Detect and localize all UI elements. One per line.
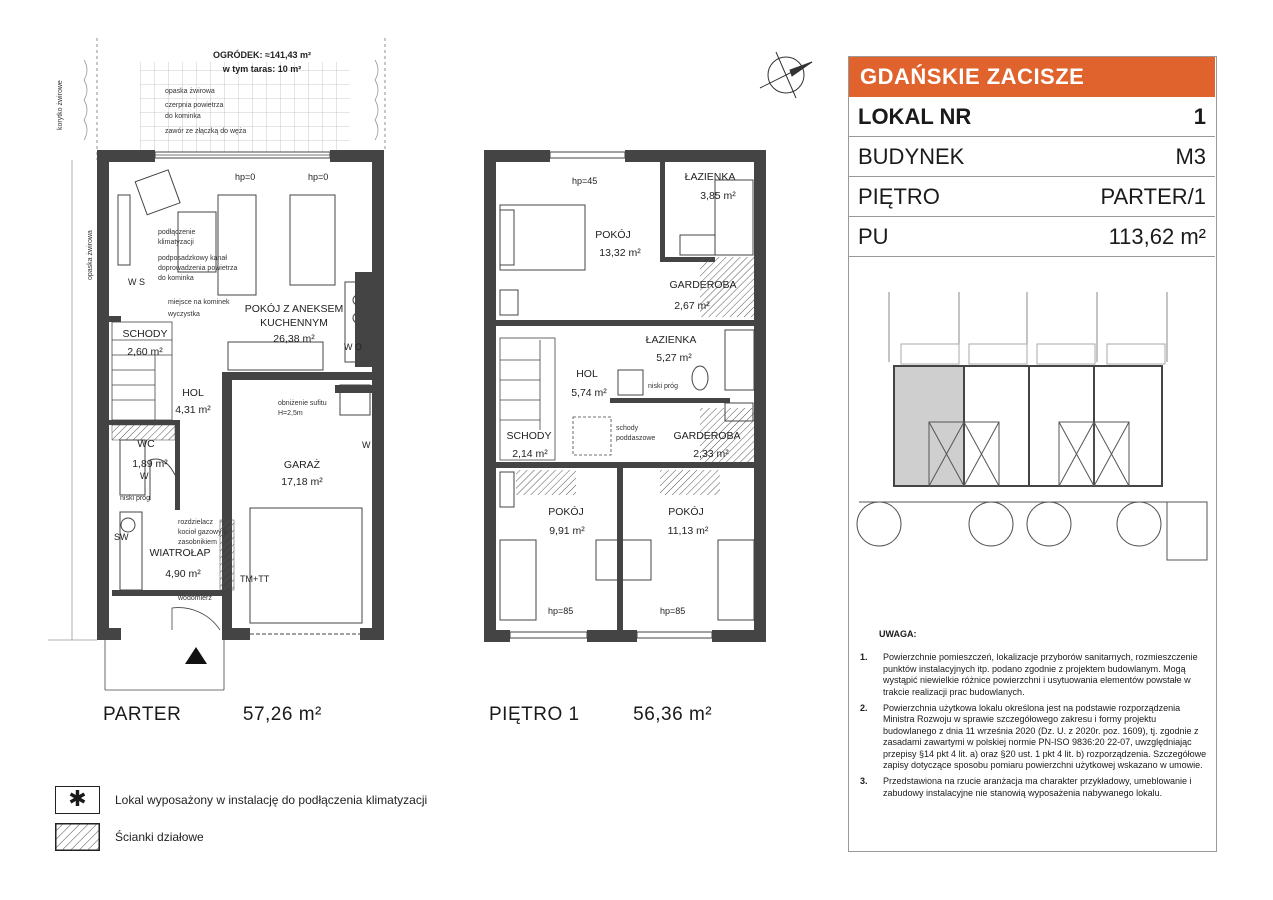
note-item: 3. Przedstawiona na rzucie aranżacja ma charakter przykładowy, umeblowanie i zabudowy instalacyjne nie stanowią wyposażenia nabywanego lokalu. xyxy=(860,776,1192,798)
usable-area-label: PU xyxy=(858,224,889,249)
note-item: 1. Powierzchnie pomieszczeń, lokalizacje przyborów sanitarnych, rozmieszczenie punktów instalacyjnych itp. podano zgodnie z projektem budowlanym. Mogą wystąpić niewielkie różnice powierzchni i usytuowania elementów powstałe w trakcie realizacji prac budowlanych. xyxy=(860,652,1198,697)
svg-text:SCHODY: SCHODY xyxy=(506,430,552,442)
svg-text:schody: schody xyxy=(616,425,639,432)
svg-text:wodomierz: wodomierz xyxy=(178,595,212,602)
building-key-plan xyxy=(849,262,1215,572)
room-living-name2: KUCHENNYM xyxy=(260,317,328,329)
room-living-area: 26,38 m² xyxy=(273,333,315,345)
svg-text:czerpnia powietrza: czerpnia powietrza xyxy=(165,102,224,109)
room-wc-name: WC xyxy=(137,438,155,450)
compass-icon xyxy=(760,52,812,98)
svg-text:13,32 m²: 13,32 m² xyxy=(599,247,641,259)
svg-text:11,13 m²: 11,13 m² xyxy=(667,525,709,537)
svg-text:poddaszowe: poddaszowe xyxy=(616,435,656,442)
svg-text:9,91 m²: 9,91 m² xyxy=(549,525,585,537)
svg-text:GARDEROBA: GARDEROBA xyxy=(673,430,741,442)
ac-legend-icon: ✱ xyxy=(55,786,100,814)
svg-text:hp=45: hp=45 xyxy=(572,176,598,186)
pietro-label: PIĘTRO 1 xyxy=(489,704,580,725)
svg-text:niski próg: niski próg xyxy=(648,383,678,390)
svg-text:zawór ze złączką do węża: zawór ze złączką do węża xyxy=(165,128,247,135)
svg-text:HOL: HOL xyxy=(576,368,598,380)
svg-text:hp=0: hp=0 xyxy=(235,172,256,182)
svg-text:5,74 m²: 5,74 m² xyxy=(571,387,607,399)
svg-text:POKÓJ: POKÓJ xyxy=(548,506,584,518)
svg-text:rozdzielacz: rozdzielacz xyxy=(178,519,214,526)
project-name: GDAŃSKIE ZACISZE xyxy=(860,64,1085,89)
svg-text:2,33 m²: 2,33 m² xyxy=(693,448,729,460)
svg-text:W S: W S xyxy=(128,277,145,287)
svg-text:5,27 m²: 5,27 m² xyxy=(656,352,692,364)
svg-text:W: W xyxy=(362,440,371,450)
svg-text:klimatyzacji: klimatyzacji xyxy=(158,239,194,246)
notes xyxy=(859,629,1209,804)
floor-label: PIĘTRO xyxy=(858,184,940,209)
room-vestibule-area: 4,90 m² xyxy=(165,568,201,580)
building-value: M3 xyxy=(1175,144,1206,169)
svg-text:opaska żwirowa: opaska żwirowa xyxy=(165,88,215,95)
unit-number-value: 1 xyxy=(1193,104,1206,129)
unit-number-label: LOKAL NR xyxy=(858,104,972,129)
svg-text:obniżenie sufitu: obniżenie sufitu xyxy=(278,400,327,407)
info-panel xyxy=(848,56,1217,852)
gravel-label: korytko żwirowe xyxy=(57,80,64,130)
svg-text:POKÓJ: POKÓJ xyxy=(668,506,704,518)
pietro-plan xyxy=(484,150,766,642)
room-stairs-area: 2,60 m² xyxy=(127,346,163,358)
pietro-caption xyxy=(489,704,712,726)
svg-text:wyczystka: wyczystka xyxy=(168,311,200,318)
svg-text:SW: SW xyxy=(114,532,129,542)
svg-text:kocioł gazowy z: kocioł gazowy z xyxy=(178,529,228,536)
room-vestibule-name: WIATROŁAP xyxy=(149,547,211,559)
svg-text:W: W xyxy=(140,471,149,481)
svg-text:do kominka: do kominka xyxy=(165,113,201,120)
pietro-area: 56,36 m² xyxy=(633,704,713,725)
svg-text:miejsce na kominek: miejsce na kominek xyxy=(168,299,230,306)
room-stairs-name: SCHODY xyxy=(122,328,168,340)
svg-text:podłączenie: podłączenie xyxy=(158,229,196,236)
row-floor xyxy=(849,177,1215,217)
svg-text:podposadzkowy kanał: podposadzkowy kanał xyxy=(158,255,227,262)
svg-text:ŁAZIENKA: ŁAZIENKA xyxy=(684,171,736,183)
floor-value: PARTER/1 xyxy=(1100,184,1206,209)
svg-text:POKÓJ: POKÓJ xyxy=(595,229,631,241)
partition-legend-text: Ścianki działowe xyxy=(115,830,204,844)
row-unit-number xyxy=(849,97,1215,137)
svg-text:niski próg: niski próg xyxy=(120,495,150,502)
partition-legend-icon xyxy=(55,823,100,851)
parter-label: PARTER xyxy=(103,704,182,725)
room-wc-area: 1,89 m² xyxy=(132,458,168,470)
svg-text:doprowadzenia powietrza: doprowadzenia powietrza xyxy=(158,265,238,272)
usable-area-value: 113,62 m² xyxy=(1108,224,1206,249)
svg-text:H=2,5m: H=2,5m xyxy=(278,410,303,417)
svg-text:hp=85: hp=85 xyxy=(660,606,686,616)
svg-text:hp=0: hp=0 xyxy=(308,172,329,182)
garden-area: OGRÓDEK: ≈141,43 m² xyxy=(213,50,311,60)
room-hall-area: 4,31 m² xyxy=(175,404,211,416)
gravel-label-2: opaska żwirowa xyxy=(87,230,94,280)
svg-text:zasobnikiem: zasobnikiem xyxy=(178,539,217,546)
project-banner xyxy=(849,57,1215,97)
parter-plan xyxy=(48,38,385,690)
room-garage-area: 17,18 m² xyxy=(281,476,323,488)
notes-title: UWAGA: xyxy=(879,629,917,639)
room-living-name: POKÓJ Z ANEKSEM xyxy=(244,303,344,315)
svg-text:3,85 m²: 3,85 m² xyxy=(700,190,736,202)
room-hall-name: HOL xyxy=(182,387,204,399)
svg-text:TM+TT: TM+TT xyxy=(240,574,270,584)
room-garage-name: GARAŻ xyxy=(283,459,321,471)
row-building xyxy=(849,137,1215,177)
svg-text:hp=85: hp=85 xyxy=(548,606,574,616)
svg-text:2,67 m²: 2,67 m² xyxy=(674,300,710,312)
terrace-area: w tym taras: 10 m² xyxy=(222,64,302,74)
svg-text:2,14 m²: 2,14 m² xyxy=(512,448,548,460)
ac-legend-text: Lokal wyposażony w instalację do podłączenia klimatyzacji xyxy=(115,793,428,807)
svg-text:GARDEROBA: GARDEROBA xyxy=(669,279,737,291)
parter-area: 57,26 m² xyxy=(242,704,322,725)
row-usable-area xyxy=(849,217,1215,257)
svg-text:W O: W O xyxy=(344,342,362,352)
parter-caption xyxy=(103,704,322,726)
note-item: 2. Powierzchnia użytkowa lokalu określona jest na podstawie rozporządzenia Ministra Rozwoju w sprawie szczegółowego zakresu i formy projektu budowlanego z dnia 11 września 2020 (Dz. U. z 2020r. poz. 1609), tj. zgodnie z zasadami zawartymi w polskiej normie PN-ISO 9836:20 22-07, uwzględniając przepisy §14 pkt 4 lit. a) oraz §20 ust. 1 pkt 4 lit. b) rozporządzenia. Szczegółowe zapisy dotyczące sposobu pomiaru powierzchni użytkowej wskazano w umowie. xyxy=(860,703,1207,771)
svg-text:ŁAZIENKA: ŁAZIENKA xyxy=(645,334,697,346)
building-label: BUDYNEK xyxy=(858,144,965,169)
svg-text:do kominka: do kominka xyxy=(158,275,194,282)
